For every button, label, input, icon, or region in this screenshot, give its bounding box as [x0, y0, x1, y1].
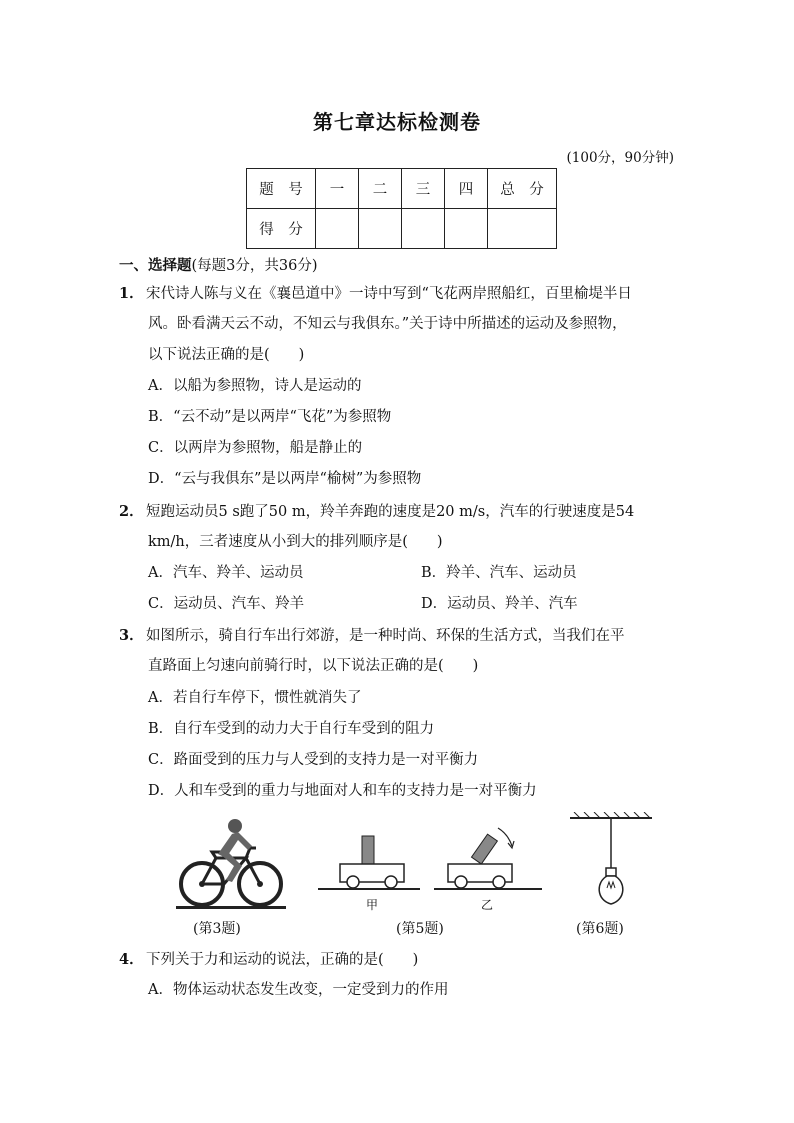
question-text: 短跑运动员5 s跑了50 m，羚羊奔跑的速度是20 m/s，汽车的行驶速度是54 [146, 504, 635, 520]
section-heading [119, 254, 318, 275]
question-1-option-d: D．“云与我俱东”是以两岸“榆树”为参照物 [148, 471, 422, 487]
question-2-option-d: D．运动员、羚羊、汽车 [421, 596, 578, 612]
figure-3-caption: (第3题) [193, 921, 241, 937]
score-cell [445, 209, 488, 249]
question-3-option-a: A．若自行车停下，惯性就消失了 [148, 690, 362, 706]
question-2-option-a: A．汽车、羚羊、运动员 [148, 565, 304, 581]
score-cell [359, 209, 402, 249]
question-number: 3． [119, 627, 144, 644]
score-table-col-3: 三 [402, 169, 445, 209]
carts-figure [318, 818, 544, 896]
section-note: (每题3分，共36分) [191, 258, 318, 274]
score-table-col-total: 总 分 [488, 169, 557, 209]
question-1-line-2: 风。卧看满天云不动，不知云与我俱东。”关于诗中所描述的运动及参照物， [148, 316, 627, 332]
question-1-option-b: B．“云不动”是以两岸“飞花”为参照物 [148, 409, 392, 425]
question-3-option-c: C．路面受到的压力与人受到的支持力是一对平衡力 [148, 752, 479, 768]
question-number: 1． [119, 285, 144, 302]
question-2-line-2: km/h，三者速度从小到大的排列顺序是( ) [148, 534, 443, 550]
exam-meta: (100分，90分钟) [566, 150, 674, 166]
label-yi: 乙 [481, 898, 494, 912]
question-1-option-c: C．以两岸为参照物，船是静止的 [148, 440, 363, 456]
score-table [246, 168, 557, 249]
question-4-line-1 [119, 944, 418, 976]
question-1-line-3: 以下说法正确的是( ) [148, 347, 305, 363]
section-title: 一、选择题 [119, 257, 192, 274]
question-3-option-d: D．人和车受到的重力与地面对人和车的支持力是一对平衡力 [148, 783, 537, 799]
score-cell [488, 209, 557, 249]
score-table-col-1: 一 [316, 169, 359, 209]
label-jia: 甲 [366, 898, 379, 912]
hanging-lamp-figure [566, 812, 656, 912]
question-1-option-a: A．以船为参照物，诗人是运动的 [148, 378, 362, 394]
question-4-option-a: A．物体运动状态发生改变，一定受到力的作用 [148, 982, 449, 998]
question-1-line-1 [119, 278, 632, 310]
score-cell [402, 209, 445, 249]
question-2-option-c: C．运动员、汽车、羚羊 [148, 596, 305, 612]
figure-6-caption: (第6题) [576, 921, 624, 937]
score-table-header-row [247, 169, 557, 209]
question-3-line-2: 直路面上匀速向前骑行时，以下说法正确的是( ) [148, 658, 479, 674]
page-title: 第七章达标检测卷 [313, 110, 481, 134]
question-text: 宋代诗人陈与义在《襄邑道中》一诗中写到“飞花两岸照船红，百里榆堤半日 [146, 286, 632, 302]
question-2-line-1 [119, 496, 634, 528]
score-table-col-2: 二 [359, 169, 402, 209]
score-cell [316, 209, 359, 249]
question-3-option-b: B．自行车受到的动力大于自行车受到的阻力 [148, 721, 435, 737]
question-2-option-b: B．羚羊、汽车、运动员 [421, 565, 577, 581]
score-table-score-row [247, 209, 557, 249]
cyclist-figure [176, 814, 286, 914]
question-text: 下列关于力和运动的说法，正确的是( ) [146, 952, 419, 968]
question-number: 2． [119, 503, 144, 520]
figure-5-caption: (第5题) [396, 921, 444, 937]
question-number: 4． [119, 951, 144, 968]
score-table-header-label: 题 号 [247, 169, 316, 209]
score-table-score-label: 得 分 [247, 209, 316, 249]
question-3-line-1 [119, 620, 625, 652]
question-text: 如图所示，骑自行车出行郊游，是一种时尚、环保的生活方式，当我们在平 [146, 628, 625, 644]
score-table-col-4: 四 [445, 169, 488, 209]
